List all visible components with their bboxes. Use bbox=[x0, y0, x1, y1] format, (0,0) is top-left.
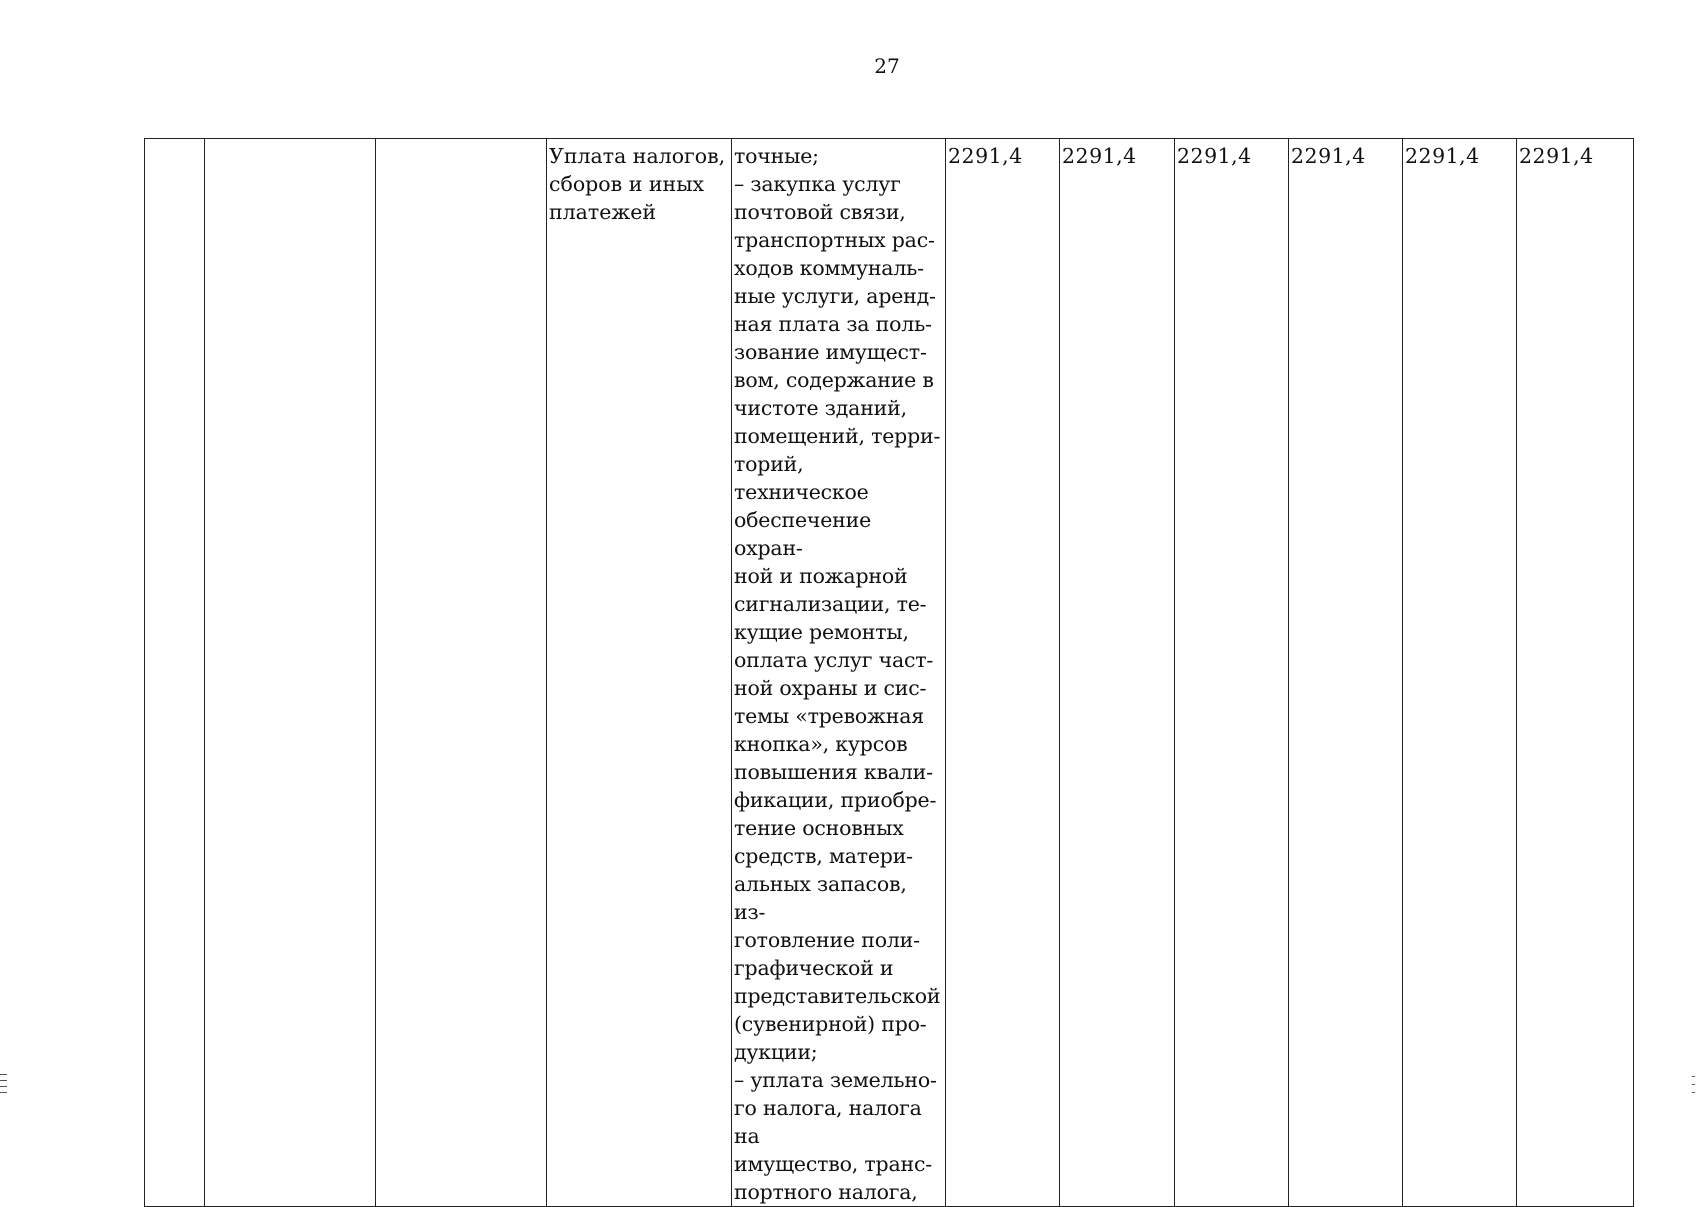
table-cell-col3 bbox=[376, 139, 547, 1207]
table-row bbox=[145, 139, 1634, 1207]
value-cell-6: 2291,4 bbox=[1517, 139, 1634, 1207]
expense-description-cell: точные; – закупка услуг почтовой связи, транспортных рас- ходов коммуналь- ные услуги, аренд- ная плата за поль- зование имущест- вом, содержание в чистоте зданий, помещений, терри- торий, техническое обеспечение охран- ной и пожарной сигнализации, те- кущие ремонты, оплата услуг част- ной охраны и сис- темы «тревожная кнопка», курсов повышения квали- фикации, приобре- тение основных средств, матери- альных запасов, из- готовление поли- графической и представительской (сувенирной) про- дукции; – уплата земельно- го налога, налога на имущество, транс- портного налога, bbox=[732, 139, 946, 1207]
value-cell-2: 2291,4 bbox=[1060, 139, 1175, 1207]
budget-table bbox=[144, 138, 1634, 1207]
table-cell-col2 bbox=[205, 139, 376, 1207]
scan-artifact-right bbox=[1692, 1076, 1695, 1077]
scan-artifact-left bbox=[0, 1074, 7, 1075]
scan-artifact-left bbox=[0, 1092, 7, 1093]
value-cell-5: 2291,4 bbox=[1403, 139, 1517, 1207]
value-cell-3: 2291,4 bbox=[1175, 139, 1289, 1207]
value-cell-4: 2291,4 bbox=[1289, 139, 1403, 1207]
scan-artifact-right bbox=[1692, 1092, 1695, 1093]
page-number: 27 bbox=[874, 54, 900, 78]
value-cell-1: 2291,4 bbox=[946, 139, 1060, 1207]
expense-type-cell: Уплата налогов, сборов и иных платежей bbox=[547, 139, 732, 1207]
scan-artifact-left bbox=[0, 1086, 7, 1087]
scan-artifact-left bbox=[0, 1080, 7, 1081]
scan-artifact-right bbox=[1692, 1084, 1695, 1085]
table-cell-col1 bbox=[145, 139, 205, 1207]
